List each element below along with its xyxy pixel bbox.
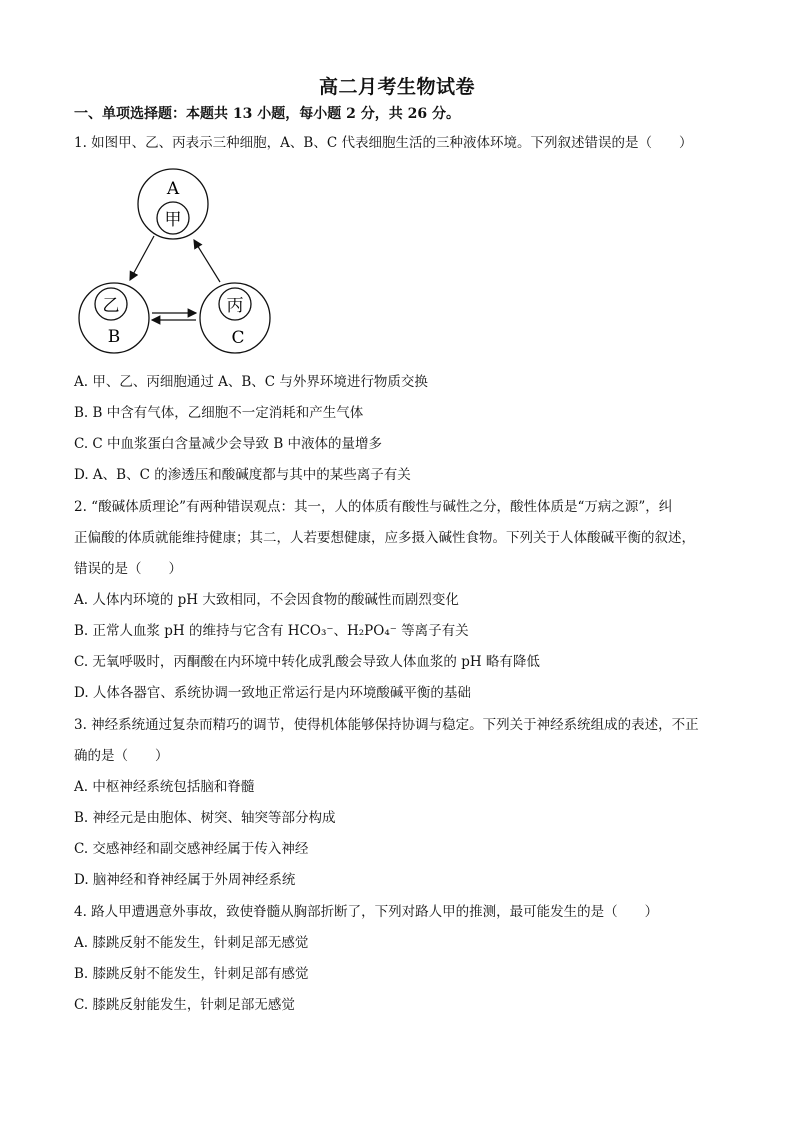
question-4-stem: 4. 路人甲遭遇意外事故，致使脊髓从胸部折断了，下列对路人甲的推测，最可能发生的是（ ） [74,904,659,920]
label-fluid-c: C [231,328,245,348]
question-2-option-b: B. 正常人血浆 pH 的维持与它含有 HCO₃⁻、H₂PO₄⁻ 等离子有关 [74,623,469,639]
question-2-option-a: A. 人体内环境的 pH 大致相同，不会因食物的酸碱性而剧烈变化 [74,592,459,608]
question-2-option-d: D. 人体各器官、系统协调一致地正常运行是内环境酸碱平衡的基础 [74,685,471,701]
question-3-stem-line-1: 3. 神经系统通过复杂而精巧的调节，使得机体能够保持协调与稳定。下列关于神经系统组成的表述，不正 [74,717,699,733]
label-cell-bing: 丙 [226,296,244,316]
question-3-option-c: C. 交感神经和副交感神经属于传入神经 [74,841,309,857]
question-2-stem-line-2: 正偏酸的体质就能维持健康；其二，人若要想健康，应多摄入碱性食物。下列关于人体酸碱平衡的叙述， [74,530,695,546]
question-3-option-b: B. 神经元是由胞体、树突、轴突等部分构成 [74,810,336,826]
question-4-option-c: C. 膝跳反射能发生，针刺足部无感觉 [74,997,295,1013]
label-cell-jia: 甲 [164,210,182,230]
question-4-option-b: B. 膝跳反射不能发生，针刺足部有感觉 [74,966,309,982]
label-fluid-a: A [166,179,180,199]
question-3-option-d: D. 脑神经和脊神经属于外周神经系统 [74,872,296,888]
question-1-stem: 1. 如图甲、乙、丙表示三种细胞，A、B、C 代表细胞生活的三种液体环境。下列叙述错误的是（ ） [74,135,693,151]
arrow-a-to-b [130,236,154,280]
arrow-c-to-a [194,240,220,282]
fluid-environment-diagram [74,168,284,358]
question-4-option-a: A. 膝跳反射不能发生，针刺足部无感觉 [74,935,309,951]
fluid-a-circle [138,169,208,239]
fluid-b-circle [79,283,149,353]
section-heading: 一、单项选择题：本题共 13 小题，每小题 2 分，共 26 分。 [74,106,460,122]
label-cell-yi: 乙 [102,296,120,316]
question-1-option-d: D. A、B、C 的渗透压和酸碱度都与其中的某些离子有关 [74,467,411,483]
fluid-c-circle [200,283,270,353]
label-fluid-b: B [107,327,121,347]
question-1-option-c: C. C 中血浆蛋白含量减少会导致 B 中液体的量增多 [74,436,383,452]
question-3-option-a: A. 中枢神经系统包括脑和脊髓 [74,779,255,795]
page-title: 高二月考生物试卷 [318,76,475,98]
question-2-stem-line-1: 2. “酸碱体质理论”有两种错误观点：其一，人的体质有酸性与碱性之分，酸性体质是“万病之源”，纠 [74,499,673,515]
question-1-option-a: A. 甲、乙、丙细胞通过 A、B、C 与外界环境进行物质交换 [74,374,428,390]
question-1-option-b: B. B 中含有气体，乙细胞不一定消耗和产生气体 [74,405,364,421]
question-2-stem-line-3: 错误的是（ ） [74,561,182,577]
question-2-option-c: C. 无氧呼吸时，丙酮酸在内环境中转化成乳酸会导致人体血浆的 pH 略有降低 [74,654,540,670]
question-3-stem-line-2: 确的是（ ） [74,748,169,764]
